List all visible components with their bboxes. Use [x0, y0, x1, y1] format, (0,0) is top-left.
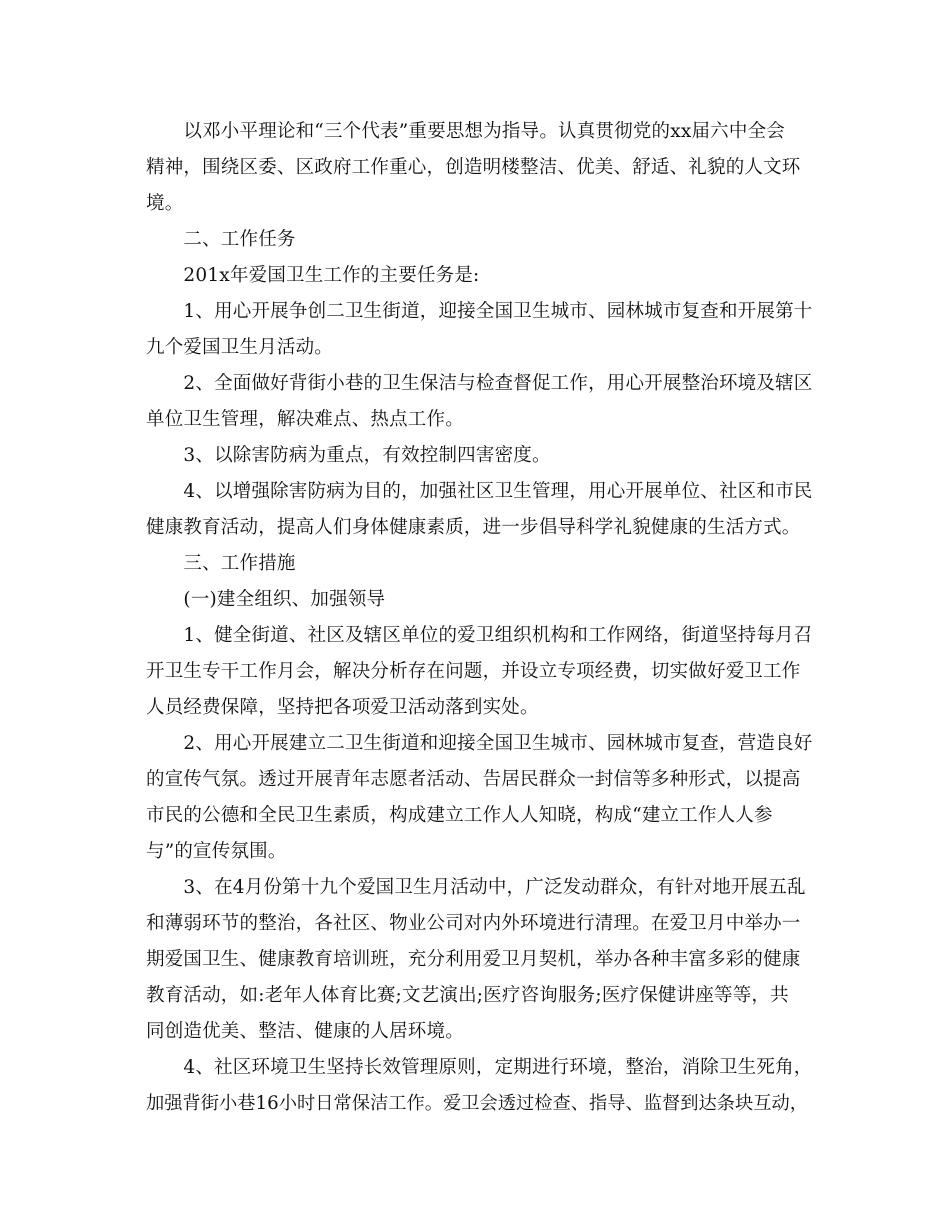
text-line: 和薄弱环节的整治，各社区、物业公司对内外环境进行清理。在爱卫月中举办一: [146, 913, 801, 934]
text-line: 精神，围绕区委、区政府工作重心，创造明楼整洁、优美、舒适、礼貌的人文环: [146, 157, 801, 178]
text-line: 与”的宣传氛围。: [146, 841, 287, 862]
text-line: 3、在4月份第十九个爱国卫生月活动中，广泛发动群众，有针对地开展五乱: [146, 877, 806, 898]
text-line: 2、全面做好背街小巷的卫生保洁与检查督促工作，用心开展整治环境及辖区: [146, 373, 813, 394]
text-line: 九个爱国卫生月活动。: [146, 337, 334, 358]
subsection-heading: (一)建全组织、加强领导: [146, 589, 386, 610]
text-line: 1、健全街道、社区及辖区单位的爱卫组织机构和工作网络，街道坚持每月召: [146, 625, 813, 646]
text-line: 2、用心开展建立二卫生街道和迎接全国卫生城市、园林城市复查，营造良好: [146, 733, 813, 754]
text-line: 4、以增强除害防病为目的，加强社区卫生管理，用心开展单位、社区和市民: [146, 481, 813, 502]
text-line: 开卫生专干工作月会，解决分析存在问题，并设立专项经费，切实做好爱卫工作: [146, 661, 801, 682]
text-line: 单位卫生管理，解决难点、热点工作。: [146, 409, 464, 430]
text-line: 同创造优美、整洁、健康的人居环境。: [146, 1021, 464, 1042]
text-line: 以邓小平理论和“三个代表”重要思想为指导。认真贯彻党的xx届六中全会: [146, 121, 785, 142]
text-line: 期爱国卫生、健康教育培训班，充分利用爱卫月契机，举办各种丰富多彩的健康: [146, 949, 801, 970]
text-line: 市民的公德和全民卫生素质，构成建立工作人人知晓，构成“建立工作人人参: [146, 805, 773, 826]
text-line: 201x年爱国卫生工作的主要任务是:: [146, 265, 480, 286]
text-line: 4、社区环境卫生坚持长效管理原则，定期进行环境，整治，消除卫生死角，: [146, 1057, 813, 1078]
section-heading: 二、工作任务: [146, 229, 296, 250]
section-heading: 三、工作措施: [146, 553, 296, 574]
text-line: 境。: [146, 193, 184, 214]
text-line: 健康教育活动，提高人们身体健康素质，进一步倡导科学礼貌健康的生活方式。: [146, 517, 801, 538]
text-line: 加强背街小巷16小时日常保洁工作。爱卫会透过检查、指导、监督到达条块互动，: [146, 1093, 808, 1114]
text-line: 3、以除害防病为重点，有效控制四害密度。: [146, 445, 551, 466]
text-line: 人员经费保障，坚持把各项爱卫活动落到实处。: [146, 697, 539, 718]
text-line: 的宣传气氛。透过开展青年志愿者活动、告居民群众一封信等多种形式，以提高: [146, 769, 801, 790]
text-line: 1、用心开展争创二卫生街道，迎接全国卫生城市、园林城市复查和开展第十: [146, 301, 813, 322]
text-line: 教育活动，如:老年人体育比赛;文艺演出;医疗咨询服务;医疗保健讲座等等，共: [146, 985, 789, 1006]
